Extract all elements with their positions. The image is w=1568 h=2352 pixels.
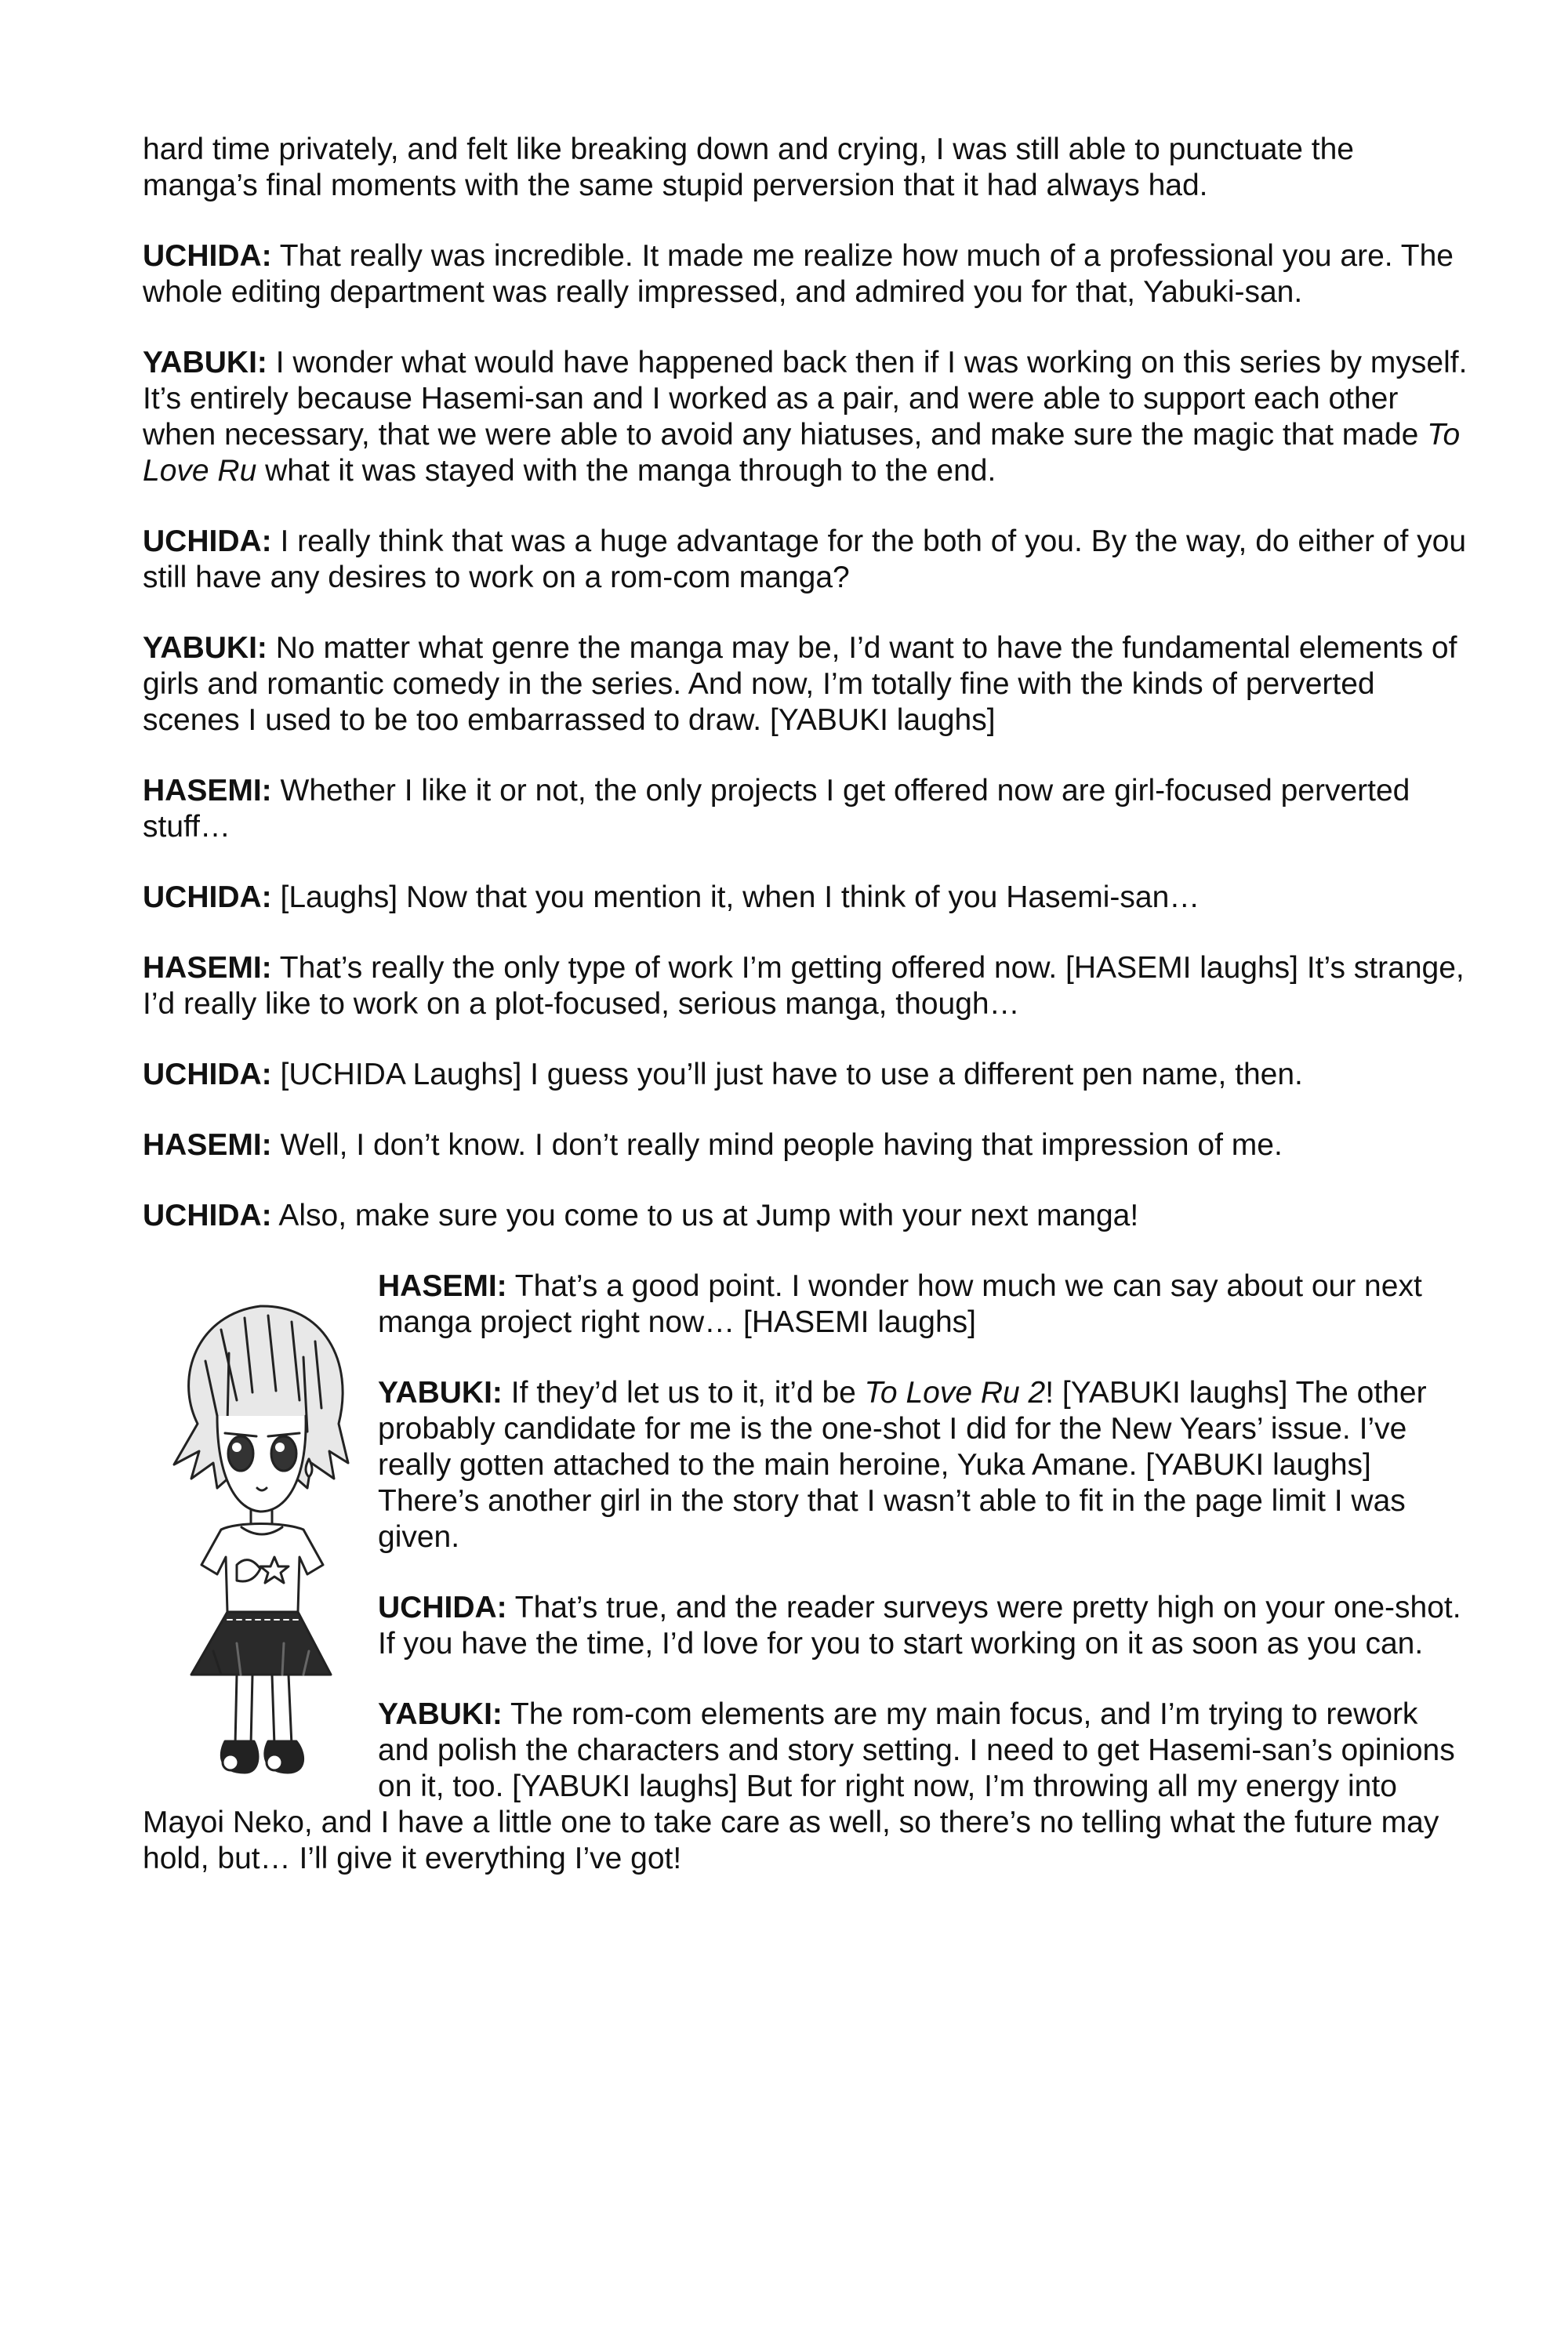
speaker-label: UCHIDA: — [143, 524, 272, 558]
speaker-label: HASEMI: — [143, 774, 272, 808]
speaker-label: UCHIDA: — [143, 1058, 272, 1091]
speaker-label: HASEMI: — [143, 951, 272, 985]
speaker-label: HASEMI: — [143, 1128, 272, 1162]
manga-title: To Love Ru — [864, 1376, 1020, 1410]
paragraph-text: That really was incredible. It made me realize how much of a professional you are. The whole editing department was really impressed, and admired you for that, Yabuki-san. — [143, 239, 1454, 309]
manga-title-number: 2 — [1019, 1376, 1046, 1410]
paragraph-uchida-2 — [143, 524, 1468, 596]
paragraph-text: [UCHIDA Laughs] I guess you’ll just have to use a different pen name, then. — [271, 1058, 1303, 1091]
speaker-label: UCHIDA: — [378, 1591, 507, 1624]
paragraph-uchida-3 — [143, 880, 1468, 916]
paragraph-hasemi-2 — [143, 950, 1468, 1022]
paragraph-text: That’s really the only type of work I’m getting offered now. [HASEMI laughs] It’s strange, I’d really like to work on a plot-focused, serious manga, though… — [143, 951, 1465, 1021]
speaker-label: UCHIDA: — [143, 1199, 272, 1232]
paragraph-yabuki-1 — [143, 345, 1468, 489]
speaker-label: YABUKI: — [378, 1697, 503, 1731]
paragraph-text: Also, make sure you come to us at Jump with your next manga! — [271, 1199, 1139, 1232]
speaker-label: YABUKI: — [378, 1376, 503, 1410]
paragraph-text: The rom-com elements are my main focus, and I’m trying to rework and polish the characters and story setting. I need to get Hasemi-san’s opinions on it, too. [YABUKI laughs] But for right now, I’m throwing all my energy into Mayoi Neko, and I have a little one to take care as well, so there’s no telling what the future may hold, but… I’ll give it everything I’ve got! — [143, 1697, 1455, 1875]
paragraph-text: [Laughs] Now that you mention it, when I think of you Hasemi-san… — [271, 880, 1200, 914]
paragraph-text: I really think that was a huge advantage for the both of you. By the way, do either of you still have any desires to work on a rom-com manga? — [143, 524, 1467, 594]
paragraph-text: I wonder what would have happened back then if I was working on this series by myself. It’s entirely because Hasemi-san and I worked as a pair, and were able to support each other when necessary, that we were able to avoid any hiatuses, and make sure the magic that made — [143, 346, 1468, 452]
speaker-label: YABUKI: — [143, 346, 267, 379]
paragraph-text: ! [YABUKI laughs] The other probably candidate for me is the one-shot I did for the New Years’ issue. I’ve really gotten attached to the main heroine, Yuka Amane. [YABUKI laughs] There’s another girl in the story that I wasn’t able to fit in the page limit I was given. — [378, 1376, 1427, 1554]
paragraph-text: That’s true, and the reader surveys were pretty high on your one-shot. If you have the time, I’d love for you to start working on it as soon as you can. — [378, 1591, 1461, 1661]
speaker-label: YABUKI: — [143, 631, 267, 665]
paragraph-yabuki-2 — [143, 630, 1468, 739]
paragraph-text: hard time privately, and felt like breaking down and crying, I was still able to punctuate the manga’s final moments with the same stupid perversion that it had always had. — [143, 132, 1354, 202]
paragraph-text: Well, I don’t know. I don’t really mind people having that impression of me. — [271, 1128, 1283, 1162]
paragraph-text: Whether I like it or not, the only projects I get offered now are girl-focused perverted stuff… — [143, 774, 1410, 844]
paragraph-continuation — [143, 132, 1468, 204]
paragraph-uchida-4 — [143, 1057, 1468, 1093]
paragraph-hasemi-3 — [143, 1127, 1468, 1163]
paragraph-text: That’s a good point. I wonder how much we can say about our next manga project right now… [HASEMI laughs] — [378, 1269, 1422, 1339]
interview-page — [143, 132, 1468, 1911]
speaker-label: UCHIDA: — [143, 239, 272, 273]
paragraph-uchida-1 — [143, 238, 1468, 310]
paragraph-uchida-5 — [143, 1198, 1468, 1234]
paragraph-hasemi-1 — [143, 773, 1468, 845]
speaker-label: UCHIDA: — [143, 880, 272, 914]
manga-title: To Love Ru — [143, 418, 1461, 488]
speaker-label: HASEMI: — [378, 1269, 507, 1303]
chibi-girl-illustration — [143, 1283, 378, 1784]
paragraph-text: No matter what genre the manga may be, I’d want to have the fundamental elements of girls and romantic comedy in the series. And now, I’m totally fine with the kinds of perverted scenes I used to be too embarrassed to draw. [YABUKI laughs] — [143, 631, 1457, 737]
paragraph-text: what it was stayed with the manga through to the end. — [256, 454, 996, 488]
paragraph-text: If they’d let us to it, it’d be — [502, 1376, 865, 1410]
